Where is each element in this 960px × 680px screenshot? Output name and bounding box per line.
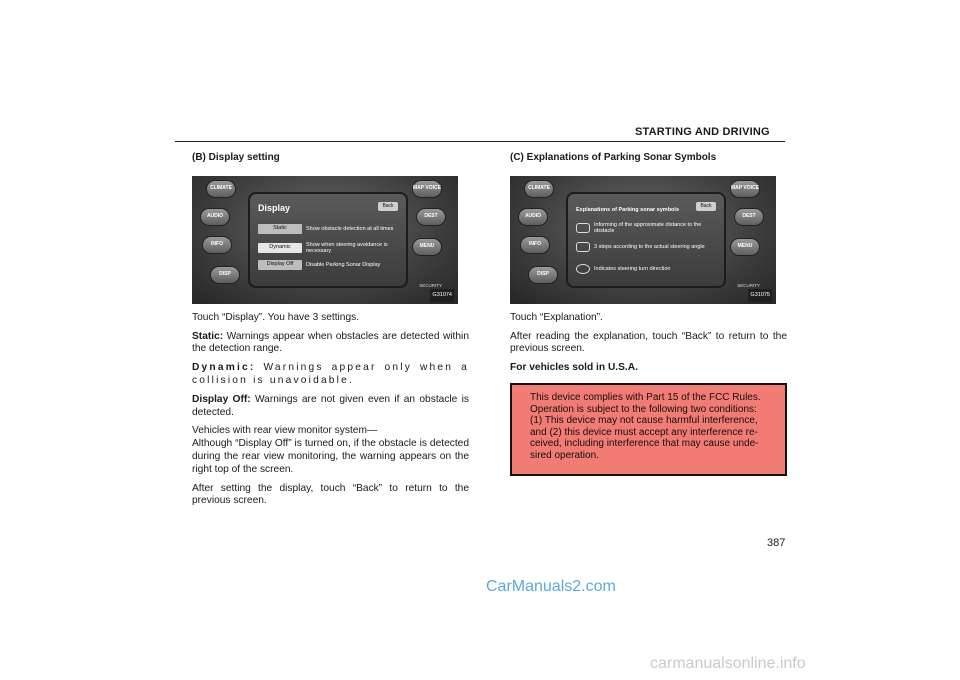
audio-button: AUDIO [518, 208, 548, 226]
header-rule [175, 141, 785, 142]
audio-button: AUDIO [200, 208, 230, 226]
info-button: INFO [520, 236, 550, 254]
menu-button: MENU [412, 238, 442, 256]
steering-wheel-icon [576, 264, 590, 274]
screen-back-button: Back [696, 202, 716, 211]
screen-title: Explanations of Parking sonar symbols [576, 206, 679, 213]
dynamic-desc: Show when steering avoidance is necessary [306, 241, 388, 254]
usa-heading: For vehicles sold in U.S.A. [510, 362, 638, 374]
left-column [192, 152, 469, 514]
sonar-distance-icon [576, 223, 590, 233]
static-key: Static [258, 224, 302, 234]
fcc-line: ceived, including interference that may cause unde- [530, 438, 759, 450]
after-setting-paragraph: After setting the display, touch “Back” to return to the previous screen. [192, 482, 469, 507]
fcc-line: Operation is subject to the following two conditions: [530, 403, 757, 415]
page-number: 387 [767, 537, 786, 549]
touch-display-text: Touch “Display”. You have 3 settings. [192, 311, 360, 323]
info-button: INFO [202, 236, 232, 254]
screen-back-button: Back [378, 202, 398, 211]
security-label: SECURITY [419, 282, 442, 288]
static-desc: Show obstacle detection at all times [306, 225, 394, 232]
figure-code: G31075 [748, 289, 772, 302]
display-screen [248, 192, 408, 288]
fcc-line: This device complies with Part 15 of the FCC Rules. [530, 391, 761, 403]
after-reading-text: After reading the explanation, touch “Back” to return to the previous screen. [510, 330, 787, 355]
setting-row-dynamic [258, 242, 402, 254]
turn-direction-desc: Indicates steering turn direction [594, 265, 671, 272]
rear-view-paragraph [192, 425, 469, 476]
display-setting-heading: (B) Display setting [192, 152, 280, 163]
static-text: Warnings appear when obstacles are detected within the detection range. [192, 330, 469, 355]
steering-angle-icon [576, 242, 590, 252]
off-key: Display Off [258, 260, 302, 270]
steering-angle-desc: 3 steps according to the actual steering angle [594, 243, 705, 250]
fcc-line: and (2) this device must accept any interference re- [530, 426, 758, 438]
climate-button: CLIMATE [524, 180, 554, 198]
carmanuals2-watermark[interactable]: CarManuals2.com [486, 578, 616, 595]
section-title: STARTING AND DRIVING [635, 126, 770, 138]
dynamic-text: Warnings appear only when a collision is unavoidable. [192, 362, 469, 386]
security-label: SECURITY [737, 282, 760, 288]
dest-button: DEST [734, 208, 764, 226]
off-paragraph [192, 394, 469, 420]
distance-desc: Informing of the approximate distance to the obstacle [594, 221, 702, 234]
symbol-row-distance [576, 222, 714, 234]
display-screen-photo [192, 176, 458, 304]
disp-button: DISP [528, 266, 558, 284]
off-desc: Disable Parking Sonar Display [306, 261, 381, 268]
screen-title: Display [258, 202, 291, 213]
disp-button: DISP [210, 266, 240, 284]
symbol-row-turn-direction [576, 264, 714, 274]
climate-button: CLIMATE [206, 180, 236, 198]
map-voice-button: MAP VOICE [730, 180, 760, 198]
off-label: Display Off: [192, 393, 251, 405]
explanations-heading: (C) Explanations of Parking Sonar Symbols [510, 152, 717, 163]
dynamic-key: Dynamic [258, 243, 302, 253]
right-column [510, 152, 787, 476]
dest-button: DEST [416, 208, 446, 226]
off-text: Warnings are not given even if an obstacle is detected. [192, 393, 469, 418]
dynamic-paragraph [192, 362, 469, 388]
setting-row-static [258, 224, 402, 234]
explanation-screen-photo [510, 176, 776, 304]
fcc-line: sired operation. [530, 449, 599, 461]
touch-explanation-text: Touch “Explanation”. [510, 311, 603, 323]
map-voice-button: MAP VOICE [412, 180, 442, 198]
explanation-screen [566, 192, 726, 288]
menu-button: MENU [730, 238, 760, 256]
static-paragraph [192, 331, 469, 357]
dynamic-label: Dynamic: [192, 362, 256, 374]
rear-line-1: Vehicles with rear view monitor system— [192, 425, 378, 437]
setting-row-off [258, 260, 402, 270]
figure-code: G31074 [430, 289, 454, 302]
symbol-row-steering-angle [576, 242, 714, 252]
fcc-notice-box [510, 383, 787, 476]
fcc-line: (1) This device may not cause harmful interference, [530, 415, 758, 427]
static-label: Static: [192, 330, 224, 342]
rear-line-2: Although “Display Off” is turned on, if the obstacle is detected during the rear view monitoring, the warning appears on the right top of the screen. [192, 438, 469, 475]
carmanualsonline-watermark: carmanualsonline.info [650, 655, 806, 672]
